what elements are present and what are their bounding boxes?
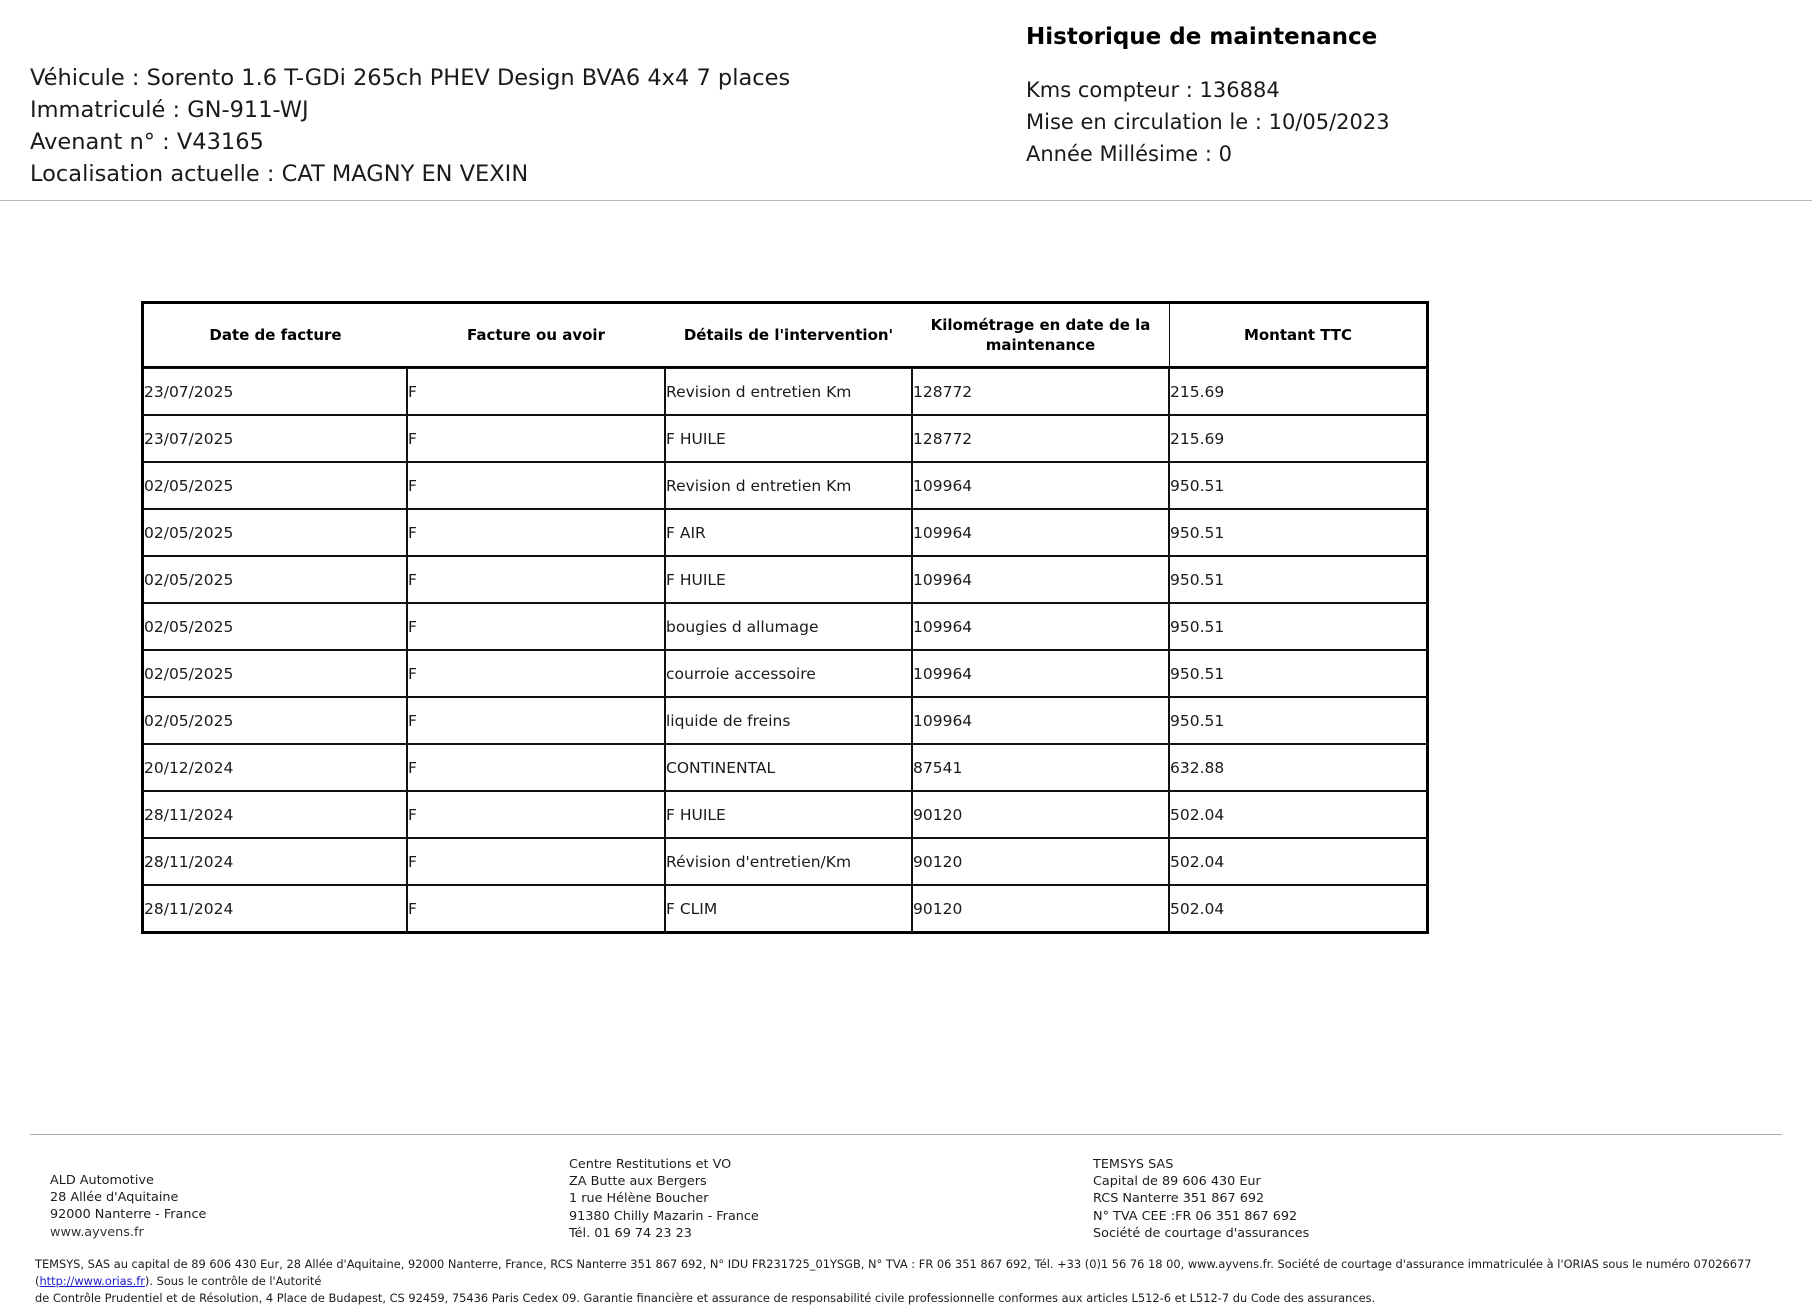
- cell-details: liquide de freins: [665, 697, 912, 744]
- cell-date: 02/05/2025: [141, 556, 407, 603]
- document-footer: [0, 1156, 1812, 1256]
- location-line: Localisation actuelle : CAT MAGNY EN VEXIN: [30, 161, 529, 187]
- cell-invoice-type: F: [407, 415, 665, 462]
- center-street: 1 rue Hélène Boucher: [569, 1191, 709, 1207]
- cell-amount: 950.51: [1169, 556, 1429, 603]
- footer-divider: [30, 1134, 1782, 1135]
- cell-date: 02/05/2025: [141, 509, 407, 556]
- cell-mileage: 87541: [912, 744, 1169, 791]
- cell-details: Revision d entretien Km: [665, 368, 912, 415]
- cell-mileage: 128772: [912, 368, 1169, 415]
- cell-date: 02/05/2025: [141, 603, 407, 650]
- orias-link[interactable]: http://www.orias.fr: [39, 1274, 145, 1288]
- cell-details: F HUILE: [665, 556, 912, 603]
- legal-text-part2: ). Sous le contrôle de l'Autorité: [144, 1274, 322, 1288]
- cell-mileage: 109964: [912, 603, 1169, 650]
- table-row: [141, 368, 1429, 415]
- cell-details: F HUILE: [665, 415, 912, 462]
- ald-website[interactable]: www.ayvens.fr: [50, 1224, 144, 1240]
- temsys-capital: Capital de 89 606 430 Eur: [1093, 1174, 1261, 1190]
- cell-amount: 950.51: [1169, 462, 1429, 509]
- vehicle-info-block: [30, 62, 790, 190]
- cell-date: 23/07/2025: [141, 368, 407, 415]
- footer-returns-center: [569, 1156, 759, 1242]
- temsys-vat: N° TVA CEE :FR 06 351 867 692: [1093, 1208, 1298, 1224]
- cell-amount: 215.69: [1169, 368, 1429, 415]
- cell-invoice-type: F: [407, 885, 665, 934]
- table-row: [141, 650, 1429, 697]
- legal-disclaimer: [35, 1256, 1790, 1307]
- cell-details: Révision d'entretien/Km: [665, 838, 912, 885]
- cell-amount: 502.04: [1169, 838, 1429, 885]
- maintenance-history-table: [141, 301, 1429, 934]
- cell-invoice-type: F: [407, 697, 665, 744]
- cell-mileage: 109964: [912, 650, 1169, 697]
- center-zone: ZA Butte aux Bergers: [569, 1174, 707, 1190]
- table-row: [141, 791, 1429, 838]
- cell-amount: 632.88: [1169, 744, 1429, 791]
- column-header-date: Date de facture: [141, 301, 407, 368]
- temsys-rcs: RCS Nanterre 351 867 692: [1093, 1191, 1265, 1207]
- cell-mileage: 109964: [912, 462, 1169, 509]
- legal-text-line2: de Contrôle Prudentiel et de Résolution, 4 Place de Budapest, CS 92459, 75436 Paris Cedex 09. Garantie financière et assurance de responsabilité civile professionnelle conformes aux articles L512-6 et L512-7 du Code des assurances.: [35, 1291, 1376, 1305]
- cell-details: bougies d allumage: [665, 603, 912, 650]
- table-row: [141, 744, 1429, 791]
- cell-invoice-type: F: [407, 838, 665, 885]
- cell-invoice-type: F: [407, 650, 665, 697]
- column-header-amount: Montant TTC: [1169, 301, 1429, 368]
- cell-date: 02/05/2025: [141, 462, 407, 509]
- cell-date: 23/07/2025: [141, 415, 407, 462]
- cell-mileage: 109964: [912, 556, 1169, 603]
- cell-invoice-type: F: [407, 791, 665, 838]
- table-row: [141, 697, 1429, 744]
- cell-date: 28/11/2024: [141, 885, 407, 934]
- ald-city: 92000 Nanterre - France: [50, 1207, 207, 1223]
- table-row: [141, 462, 1429, 509]
- odometer-line: Kms compteur : 136884: [1026, 78, 1280, 102]
- cell-details: CONTINENTAL: [665, 744, 912, 791]
- column-header-mileage: Kilométrage en date de la maintenance: [912, 301, 1169, 368]
- vehicle-line: Véhicule : Sorento 1.6 T-GDi 265ch PHEV Design BVA6 4x4 7 places: [30, 65, 791, 91]
- cell-amount: 215.69: [1169, 415, 1429, 462]
- table-row: [141, 509, 1429, 556]
- table-head: [141, 301, 1429, 368]
- center-phone: Tél. 01 69 74 23 23: [569, 1225, 692, 1241]
- table-header-row: [141, 301, 1429, 368]
- ald-name: ALD Automotive: [50, 1173, 154, 1188]
- cell-amount: 950.51: [1169, 650, 1429, 697]
- header-divider: [0, 200, 1812, 201]
- cell-invoice-type: F: [407, 603, 665, 650]
- cell-invoice-type: F: [407, 462, 665, 509]
- table-row: [141, 415, 1429, 462]
- temsys-name: TEMSYS SAS: [1093, 1157, 1174, 1172]
- cell-details: Revision d entretien Km: [665, 462, 912, 509]
- center-city: 91380 Chilly Mazarin - France: [569, 1208, 759, 1224]
- cell-date: 28/11/2024: [141, 838, 407, 885]
- cell-date: 02/05/2025: [141, 697, 407, 744]
- cell-mileage: 109964: [912, 509, 1169, 556]
- document-header: [0, 0, 1812, 200]
- table-row: [141, 838, 1429, 885]
- table-row: [141, 885, 1429, 934]
- legal-text-part1: TEMSYS, SAS au capital de 89 606 430 Eur, 28 Allée d'Aquitaine, 92000 Nanterre, France, RCS Nanterre 351 867 692, N° IDU FR231725_01YSGB, N° TVA : FR 06 351 867 692, Tél. +33 (0)1 56 76 18 00, www.ayvens.fr. Société de courtage d'assurance immatriculée à l'ORIAS sous le numéro 07026677 (: [35, 1257, 1752, 1288]
- center-name: Centre Restitutions et VO: [569, 1157, 732, 1172]
- table-body: [141, 368, 1429, 934]
- table-row: [141, 556, 1429, 603]
- cell-details: F AIR: [665, 509, 912, 556]
- cell-details: courroie accessoire: [665, 650, 912, 697]
- cell-mileage: 90120: [912, 885, 1169, 934]
- cell-invoice-type: F: [407, 368, 665, 415]
- cell-amount: 502.04: [1169, 791, 1429, 838]
- cell-details: F CLIM: [665, 885, 912, 934]
- first-registration-line: Mise en circulation le : 10/05/2023: [1026, 110, 1390, 134]
- model-year-line: Année Millésime : 0: [1026, 142, 1232, 166]
- footer-company-temsys: [1093, 1156, 1309, 1242]
- amendment-line: Avenant n° : V43165: [30, 129, 264, 155]
- cell-invoice-type: F: [407, 509, 665, 556]
- cell-mileage: 90120: [912, 838, 1169, 885]
- maintenance-summary-block: [1026, 22, 1390, 170]
- cell-details: F HUILE: [665, 791, 912, 838]
- page-title: Historique de maintenance: [1026, 24, 1378, 50]
- cell-invoice-type: F: [407, 744, 665, 791]
- ald-street: 28 Allée d'Aquitaine: [50, 1190, 179, 1206]
- cell-date: 02/05/2025: [141, 650, 407, 697]
- cell-amount: 950.51: [1169, 603, 1429, 650]
- column-header-invoice-type: Facture ou avoir: [407, 301, 665, 368]
- cell-amount: 950.51: [1169, 697, 1429, 744]
- cell-date: 28/11/2024: [141, 791, 407, 838]
- cell-invoice-type: F: [407, 556, 665, 603]
- table-row: [141, 603, 1429, 650]
- cell-date: 20/12/2024: [141, 744, 407, 791]
- maintenance-history-table-wrapper: [141, 301, 1429, 934]
- footer-company-ald: [50, 1172, 206, 1241]
- cell-mileage: 128772: [912, 415, 1169, 462]
- cell-mileage: 109964: [912, 697, 1169, 744]
- registration-line: Immatriculé : GN-911-WJ: [30, 97, 309, 123]
- temsys-activity: Société de courtage d'assurances: [1093, 1225, 1310, 1241]
- cell-amount: 502.04: [1169, 885, 1429, 934]
- cell-amount: 950.51: [1169, 509, 1429, 556]
- column-header-details: Détails de l'intervention': [665, 301, 912, 368]
- cell-mileage: 90120: [912, 791, 1169, 838]
